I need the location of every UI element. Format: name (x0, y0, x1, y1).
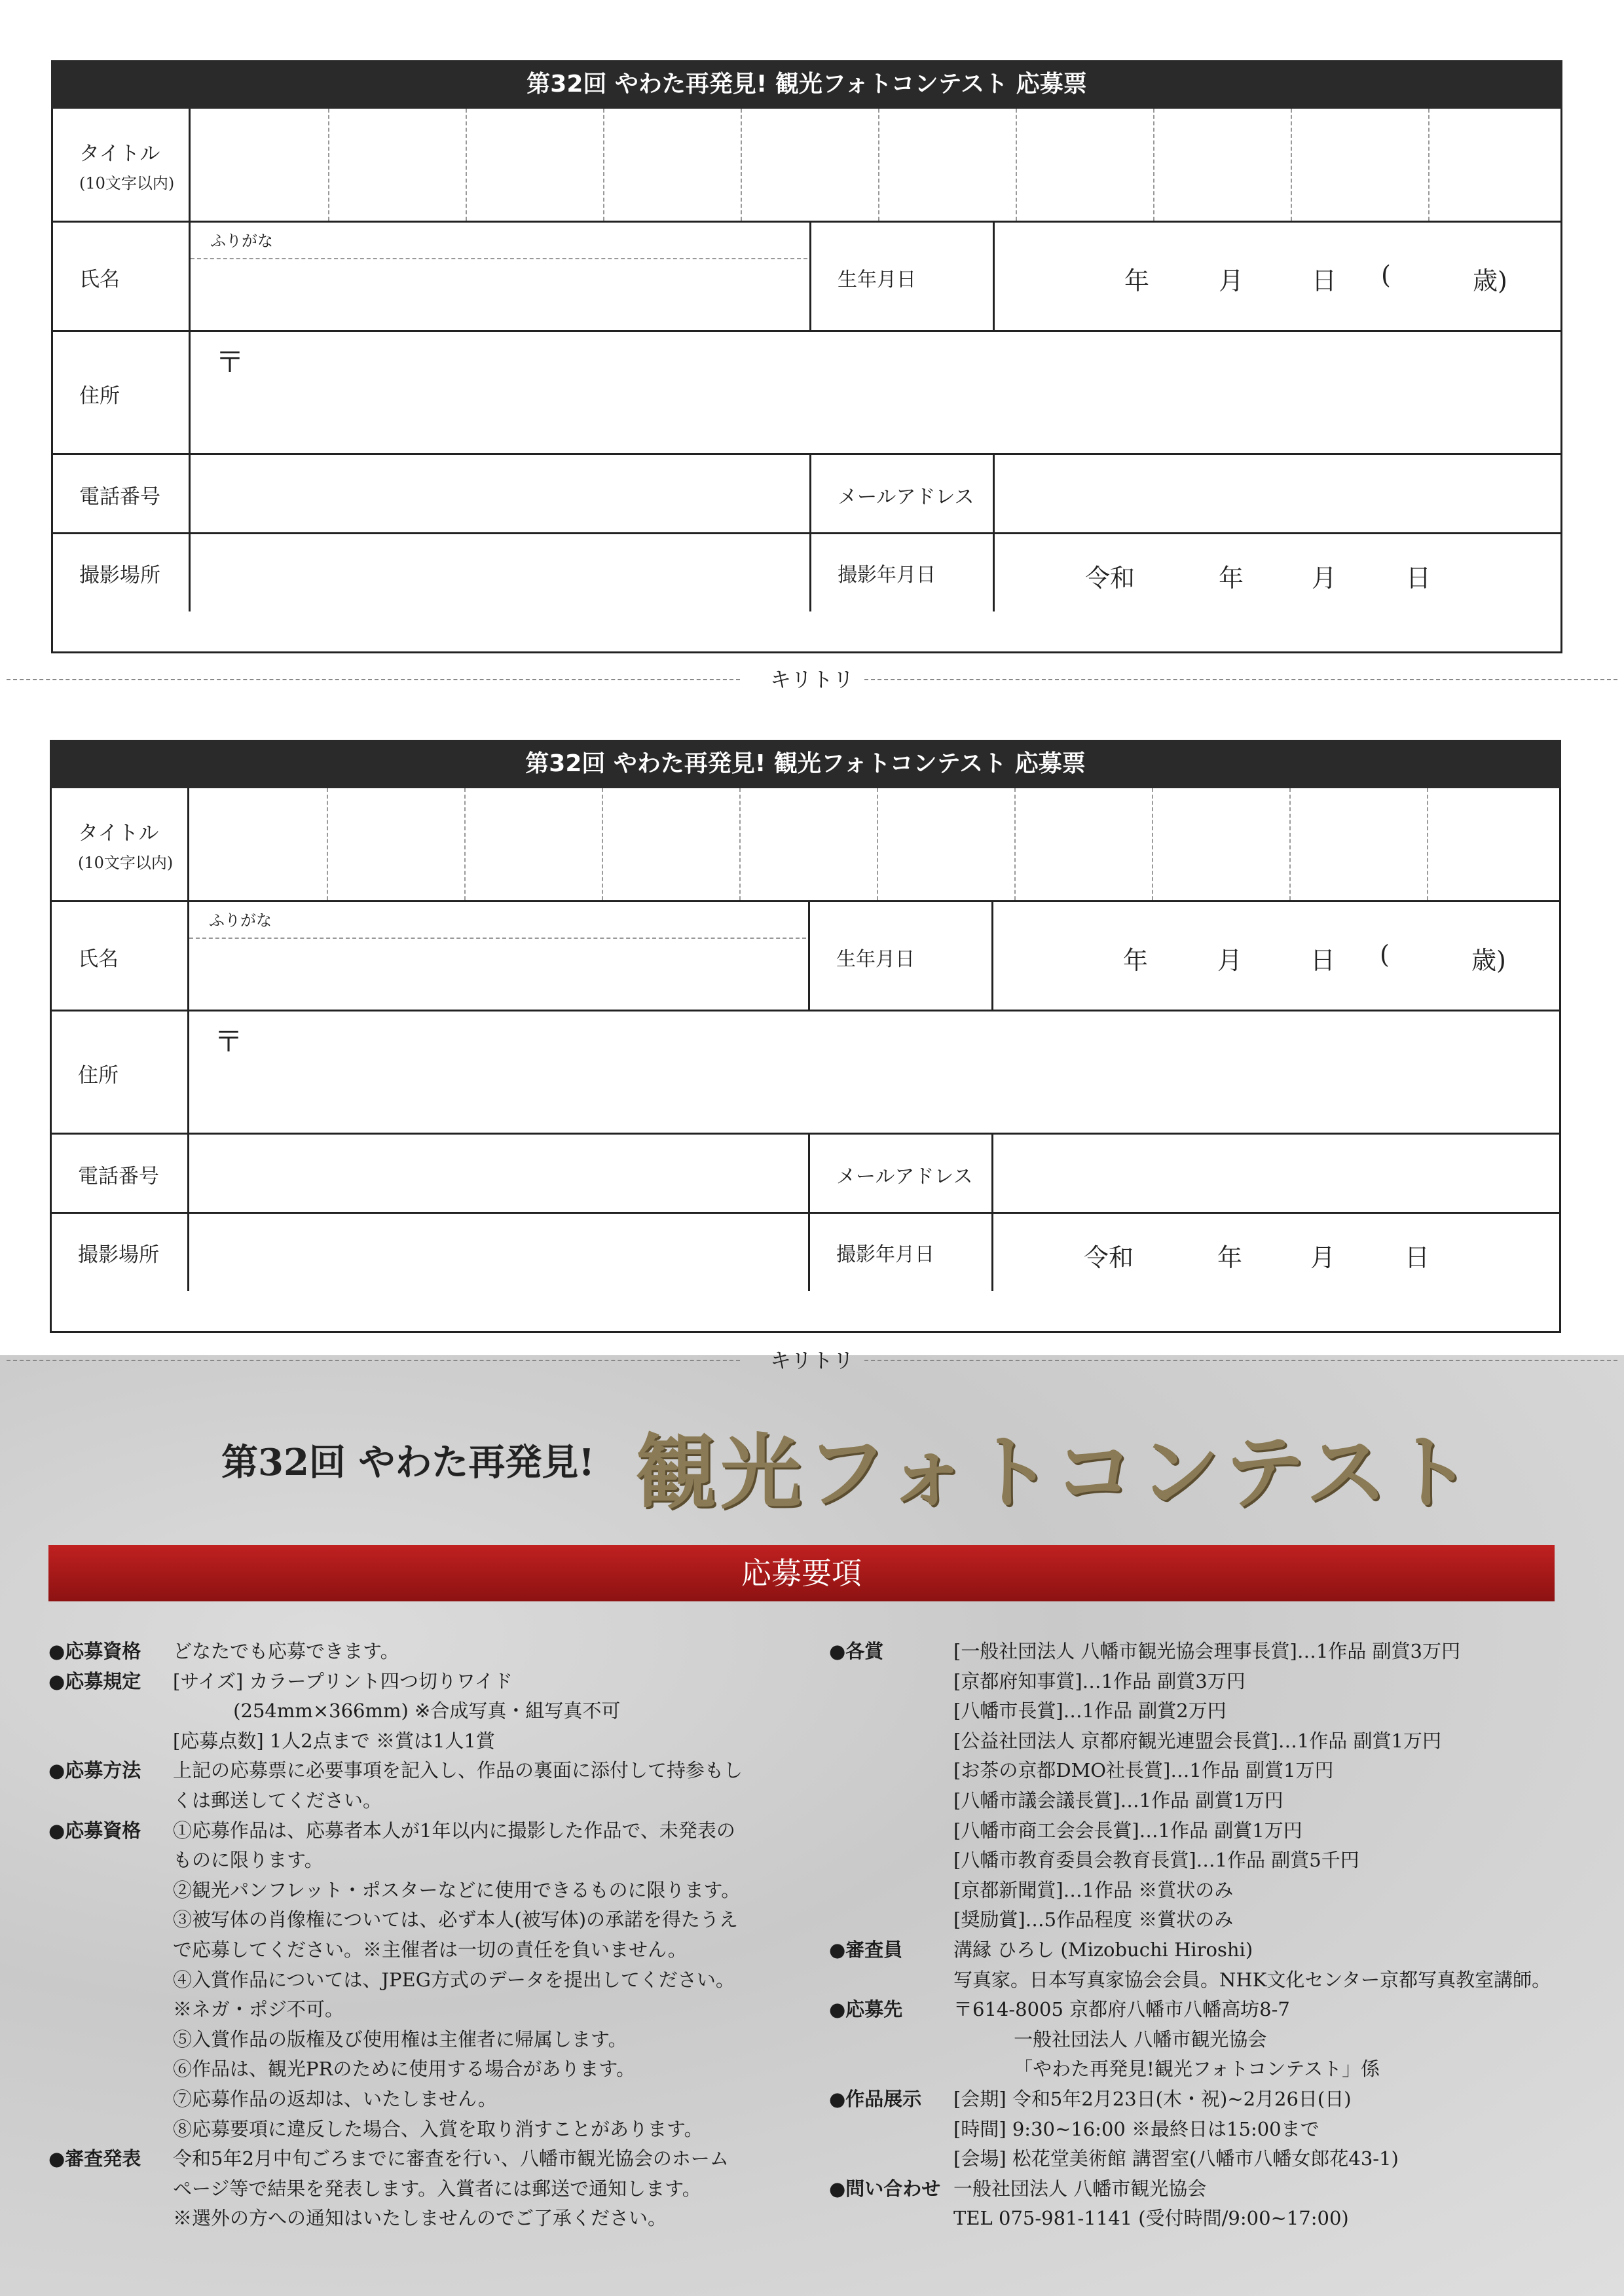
era-label: 令和 (1084, 1243, 1134, 1272)
phone-field[interactable] (191, 455, 809, 532)
age-unit: 歳) (1473, 266, 1507, 295)
info-item-line: TEL 075-981-1141 (受付時間/9:00~17:00) (953, 2207, 1349, 2230)
info-column-left (48, 1637, 788, 2234)
place-row (53, 532, 1560, 653)
info-item-line: [八幡市議会議長賞]…1作品 副賞1万円 (953, 1789, 1283, 1812)
info-item-line: ものに限ります。 (173, 1849, 323, 1872)
info-item-line: 一般社団法人 八幡市観光協会 (953, 2177, 1207, 2200)
birth-year-unit: 年 (1124, 266, 1150, 295)
info-item-line: 〒614-8005 京都府八幡市八幡高坊8-7 (953, 1998, 1290, 2021)
info-item-line: ⑤入賞作品の版権及び使用権は主催者に帰属します。 (173, 2028, 627, 2050)
name-label-cell (52, 902, 189, 1011)
info-item (48, 2144, 788, 2234)
shoot-date-field[interactable] (993, 1214, 1563, 1291)
furigana-label: ふりがな (209, 911, 272, 930)
place-label-cell (52, 1214, 189, 1291)
title-char-box[interactable] (741, 109, 879, 221)
title-note: (10文字以内) (78, 853, 174, 872)
info-item (48, 1637, 788, 1667)
title-char-box[interactable] (1014, 788, 1153, 900)
info-item-key: ●応募資格 (48, 1819, 141, 1842)
form-title: 第32回 やわた再発見! 観光フォトコンテスト 応募票 (50, 740, 1561, 788)
shoot-month-unit: 月 (1310, 1243, 1336, 1272)
name-label: 氏名 (79, 268, 120, 291)
address-field[interactable] (189, 1011, 1561, 1133)
info-item-key: ●応募資格 (48, 1640, 141, 1662)
place-label-cell (53, 534, 191, 611)
info-item (829, 1935, 1582, 1995)
shoot-date-label: 撮影年月日 (838, 564, 936, 587)
birth-label: 生年月日 (836, 947, 915, 971)
place-label: 撮影場所 (79, 563, 160, 587)
address-row (53, 330, 1560, 455)
info-item-key: ●審査員 (829, 1938, 903, 1961)
title-char-box[interactable] (1152, 788, 1291, 900)
info-item-line: [会場] 松花堂美術館 講習室(八幡市八幡女郎花43-1) (953, 2147, 1399, 2170)
entry-form-1 (51, 60, 1562, 653)
phone-field[interactable] (189, 1135, 808, 1212)
name-field[interactable] (189, 939, 806, 1010)
title-char-box[interactable] (602, 788, 741, 900)
contest-title-large: 観光フォトコンテスト (635, 1425, 1476, 1520)
name-field[interactable] (191, 259, 807, 330)
info-item (829, 2085, 1582, 2174)
info-item-line: [お茶の京都DMO社長賞]…1作品 副賞1万円 (953, 1759, 1334, 1782)
form-title: 第32回 やわた再発見! 観光フォトコンテスト 応募票 (51, 60, 1562, 109)
title-char-box[interactable] (1153, 109, 1292, 221)
info-item (48, 1756, 788, 1815)
info-item-line: ④入賞作品については、JPEG方式のデータを提出してください。 (173, 1968, 735, 1991)
info-item-line: ⑥作品は、観光PRのために使用する場合があります。 (173, 2058, 636, 2081)
age-unit: 歳) (1471, 946, 1506, 975)
info-item-line: ※選外の方への通知はいたしませんのでご了承ください。 (173, 2207, 667, 2230)
title-char-box[interactable] (328, 109, 467, 221)
info-item-line: [サイズ] カラープリント四つ切りワイド (173, 1669, 513, 1692)
title-row (52, 788, 1559, 900)
shoot-day-unit: 日 (1405, 1243, 1430, 1272)
info-item-line: [公益社団法人 京都府観光連盟会長賞]…1作品 副賞1万円 (953, 1729, 1441, 1752)
shoot-date-field[interactable] (995, 534, 1564, 611)
title-char-box[interactable] (739, 788, 878, 900)
info-item-line: [応募点数] 1人2点まで ※賞は1人1賞 (173, 1729, 495, 1752)
entry-form-2 (50, 740, 1561, 1333)
info-item (829, 1637, 1582, 1935)
place-label: 撮影場所 (78, 1243, 159, 1267)
title-label: タイトル (78, 821, 159, 845)
title-char-box[interactable] (878, 109, 1017, 221)
title-row (53, 109, 1560, 221)
info-item-line: [八幡市教育委員会教育長賞]…1作品 副賞5千円 (953, 1849, 1359, 1872)
info-item-line: [一般社団法人 八幡市観光協会理事長賞]…1作品 副賞3万円 (953, 1640, 1460, 1662)
place-field[interactable] (189, 1214, 808, 1291)
title-note: (10文字以内) (79, 173, 175, 192)
title-char-box[interactable] (464, 788, 603, 900)
email-label: メールアドレス (836, 1165, 973, 1188)
shoot-year-unit: 年 (1219, 564, 1244, 592)
info-item (48, 1667, 788, 1757)
info-item-key: ●応募規定 (48, 1669, 141, 1692)
phone-row (53, 453, 1560, 534)
title-char-box[interactable] (327, 788, 466, 900)
info-item-line: [京都府知事賞]…1作品 副賞3万円 (953, 1669, 1246, 1692)
place-row (52, 1212, 1559, 1333)
address-label: 住所 (79, 384, 120, 408)
info-item-key: ●応募先 (829, 1998, 903, 2021)
info-item-line: くは郵送してください。 (173, 1789, 382, 1812)
info-item (829, 1995, 1582, 2085)
info-item-line: ②観光パンフレット・ポスターなどに使用できるものに限ります。 (173, 1878, 741, 1901)
furigana-label: ふりがな (210, 232, 273, 250)
birth-day-unit: 日 (1312, 266, 1337, 295)
birth-day-unit: 日 (1310, 946, 1336, 975)
era-label: 令和 (1085, 564, 1135, 592)
email-field[interactable] (993, 1135, 1563, 1212)
info-column-right (829, 1637, 1582, 2234)
address-label: 住所 (78, 1063, 119, 1087)
info-item-key: ●応募方法 (48, 1759, 141, 1782)
title-char-box[interactable] (466, 109, 604, 221)
title-char-box[interactable] (1016, 109, 1154, 221)
info-item-line: [八幡市商工会会長賞]…1作品 副賞1万円 (953, 1819, 1302, 1842)
birth-month-unit: 月 (1217, 946, 1243, 975)
cut-line (0, 666, 1624, 693)
title-char-box[interactable] (1289, 788, 1428, 900)
title-label: タイトル (79, 141, 160, 166)
shoot-date-label: 撮影年月日 (836, 1243, 934, 1266)
birth-label: 生年月日 (838, 268, 916, 291)
postal-mark: 〒 (214, 1025, 243, 1059)
info-item-line: [時間] 9:30~16:00 ※最終日は15:00まで (953, 2117, 1320, 2140)
info-item-line: [八幡市長賞]…1作品 副賞2万円 (953, 1700, 1227, 1722)
info-item-line: で応募してください。※主催者は一切の責任を負いません。 (173, 1938, 687, 1961)
info-item (48, 1816, 788, 2145)
title-char-box[interactable] (877, 788, 1016, 900)
section-heading: 応募要項 (48, 1545, 1555, 1601)
shoot-day-unit: 日 (1406, 564, 1431, 592)
place-field[interactable] (191, 534, 809, 611)
info-item-line: 写真家。日本写真家協会会員。NHK文化センター京都写真教室講師。 (953, 1968, 1551, 1991)
info-item-key: ●作品展示 (829, 2087, 922, 2110)
title-label-cell (53, 109, 191, 221)
info-item-line: (254mm×366mm) ※合成写真・組写真不可 (173, 1700, 621, 1722)
shoot-month-unit: 月 (1312, 564, 1337, 592)
contest-title-small: 第32回 やわた再発見! (221, 1441, 595, 1484)
info-item-line: 一般社団法人 八幡市観光協会 (953, 2028, 1267, 2050)
title-label-cell (52, 788, 189, 900)
info-item-line: ※ネガ・ポジ不可。 (173, 1998, 344, 2021)
info-item-line: ③被写体の肖像権については、必ず本人(被写体)の承諾を得たうえ (173, 1908, 739, 1931)
name-row (53, 221, 1560, 332)
cut-label: キリトリ (769, 667, 854, 692)
address-field[interactable] (191, 332, 1562, 453)
phone-label-cell (53, 455, 191, 534)
info-item-line: ①応募作品は、応募者本人が1年以内に撮影した作品で、未発表の (173, 1819, 735, 1842)
address-label-cell (52, 1011, 189, 1135)
info-item-key: ●審査発表 (48, 2147, 141, 2170)
info-item-line: 「やわた再発見!観光フォトコンテスト」係 (953, 2058, 1380, 2081)
name-row (52, 900, 1559, 1011)
birth-year-unit: 年 (1123, 946, 1149, 975)
info-item-line: 上記の応募票に必要事項を記入し、作品の裏面に添付して持参もし (173, 1759, 743, 1782)
info-item-line: ⑦応募作品の返却は、いたしません。 (173, 2087, 497, 2110)
age-open: ( (1381, 261, 1391, 289)
name-label-cell (53, 223, 191, 332)
info-item-line: 令和5年2月中旬ごろまでに審査を行い、八幡市観光協会のホーム (173, 2147, 729, 2170)
info-item-line: ページ等で結果を発表します。入賞者には郵送で通知します。 (173, 2177, 701, 2200)
info-item-line: [奨励賞]…5作品程度 ※賞状のみ (953, 1908, 1234, 1931)
cut-line (0, 1347, 1624, 1374)
phone-label-cell (52, 1135, 189, 1214)
info-item-key: ●問い合わせ (829, 2177, 941, 2200)
postal-mark: 〒 (215, 346, 244, 379)
info-item (829, 2174, 1582, 2234)
info-item-key: ●各賞 (829, 1640, 884, 1662)
age-open: ( (1380, 940, 1390, 969)
title-char-box[interactable] (603, 109, 742, 221)
name-label: 氏名 (78, 947, 119, 971)
cut-label: キリトリ (769, 1348, 854, 1373)
title-char-box[interactable] (1291, 109, 1430, 221)
title-char-box[interactable] (189, 788, 328, 900)
info-item-line: どなたでも応募できます。 (173, 1640, 399, 1662)
info-item-line: ⑧応募要項に違反した場合、入賞を取り消すことがあります。 (173, 2117, 703, 2140)
phone-label: 電話番号 (79, 485, 160, 509)
email-label: メールアドレス (838, 485, 974, 509)
shoot-year-unit: 年 (1217, 1243, 1243, 1272)
address-row (52, 1010, 1559, 1135)
info-item-line: [京都新聞賞]…1作品 ※賞状のみ (953, 1878, 1234, 1901)
email-field[interactable] (995, 455, 1564, 532)
address-label-cell (53, 332, 191, 455)
info-item-line: 溝縁 ひろし (Mizobuchi Hiroshi) (953, 1938, 1253, 1961)
phone-row (52, 1133, 1559, 1214)
phone-label: 電話番号 (78, 1165, 159, 1188)
birth-month-unit: 月 (1219, 266, 1244, 295)
info-item-line: [会期] 令和5年2月23日(木・祝)~2月26日(日) (953, 2087, 1352, 2110)
title-char-box[interactable] (191, 109, 329, 221)
